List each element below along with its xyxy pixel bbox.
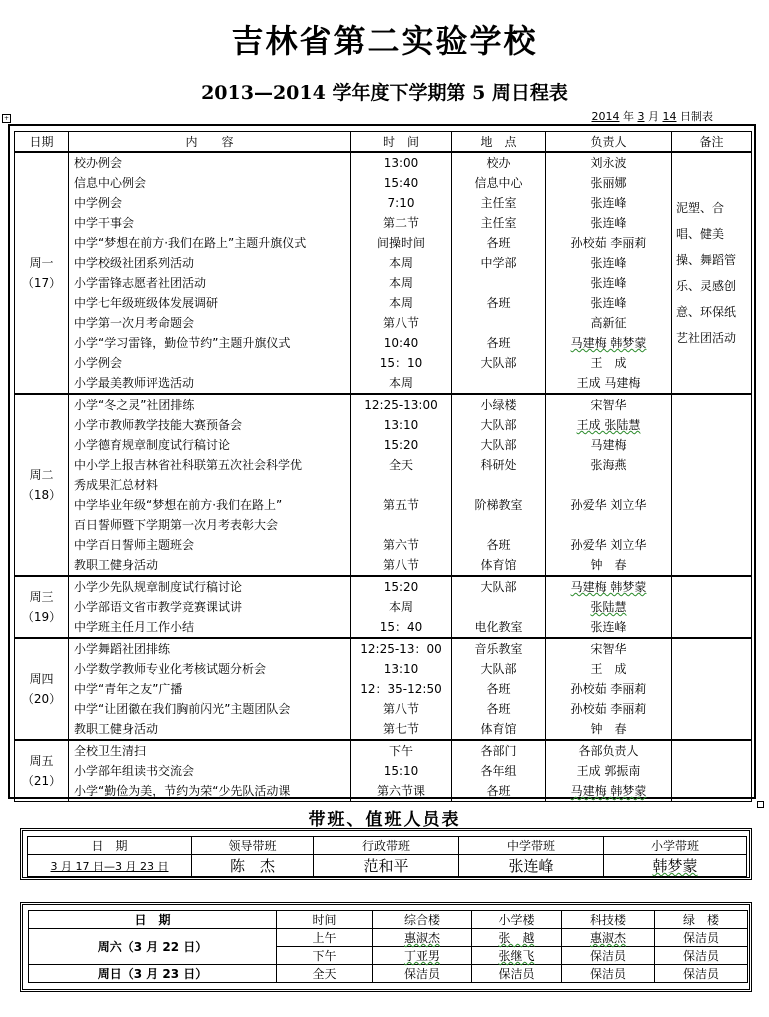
weekend-cell: 保洁员 xyxy=(373,965,472,983)
schedule-person-line: 马建梅 韩梦蒙 xyxy=(570,336,647,350)
schedule-person-line: 张连峰 xyxy=(590,216,627,230)
weekend-cell: 保洁员 xyxy=(562,947,655,965)
schedule-person-line xyxy=(546,515,671,535)
schedule-person-line: 张连峰 xyxy=(590,276,627,290)
schedule-person-line: 孙爱华 刘立华 xyxy=(570,538,647,552)
schedule-time-line: 13:10 xyxy=(383,662,419,676)
schedule-place-line: 阶梯教室 xyxy=(474,498,523,512)
duty-admin: 范和平 xyxy=(314,855,459,877)
schedule-time-line: 15：10 xyxy=(379,356,423,370)
weekend-cell: 张 越 xyxy=(472,929,562,947)
schedule-place-line: 大队部 xyxy=(480,418,517,432)
schedule-place-line: 小绿楼 xyxy=(480,398,517,412)
weekend-cell: 张继飞 xyxy=(472,947,562,965)
schedule-person-line: 孙校茹 李丽莉 xyxy=(570,682,647,696)
schedule-content-line: 中学校级社团系列活动 xyxy=(74,256,195,270)
schedule-time-cell xyxy=(351,576,452,638)
schedule-person-line xyxy=(546,475,671,495)
schedule-content-line: 教职工健身活动 xyxy=(74,558,159,572)
schedule-time-line: 本周 xyxy=(388,600,413,614)
schedule-person-line: 孙校茹 李丽莉 xyxy=(570,236,647,250)
schedule-subtitle: 2013—2014 学年度下学期第 5 周日程表 xyxy=(201,82,568,104)
schedule-time-cell xyxy=(351,740,452,802)
duty-leader: 陈 杰 xyxy=(192,855,314,877)
schedule-content-line: 小学“冬之灵”社团排练 xyxy=(74,398,195,412)
schedule-person-line: 宋智华 xyxy=(590,642,627,656)
schedule-place-line: 各班 xyxy=(486,538,511,552)
schedule-person-line: 马建梅 韩梦蒙 xyxy=(570,580,647,594)
weekday-name: 周三 xyxy=(29,590,54,604)
day-number: （19） xyxy=(21,610,62,624)
schedule-time-line: 12:25-13:00 xyxy=(364,398,438,412)
duty-value-row xyxy=(28,855,747,877)
schedule-time-line: 本周 xyxy=(388,376,413,390)
schedule-time-line: 第八节 xyxy=(382,558,419,572)
schedule-time-line: 12：35-12:50 xyxy=(360,682,442,696)
weekday-name: 周五 xyxy=(29,754,54,768)
schedule-place-line xyxy=(452,313,545,333)
schedule-time-line: 第七节 xyxy=(382,722,419,736)
schedule-content-line: 小学市教师教学技能大赛预备会 xyxy=(74,418,243,432)
schedule-content-cell xyxy=(69,152,351,394)
duty-header-admin: 行政带班 xyxy=(314,837,459,855)
schedule-person-line: 高新征 xyxy=(590,316,627,330)
schedule-place-line: 信息中心 xyxy=(474,176,523,190)
weekend-cell: 保洁员 xyxy=(655,947,748,965)
schedule-place-line xyxy=(452,597,545,617)
schedule-time-line: 第六节课 xyxy=(376,784,425,798)
schedule-day-row xyxy=(15,638,752,740)
schedule-time-line: 10:40 xyxy=(383,336,419,350)
schedule-person-line: 张连峰 xyxy=(590,196,627,210)
day-label xyxy=(15,638,69,740)
schedule-place-line: 各班 xyxy=(486,336,511,350)
schedule-time-line: 15:20 xyxy=(383,580,419,594)
header-date: 日期 xyxy=(15,132,69,153)
schedule-content-line: 中学“青年之友”广播 xyxy=(74,682,183,696)
day-label xyxy=(15,152,69,394)
schedule-person-line: 王成 张陆慧 xyxy=(576,418,641,432)
schedule-place-cell xyxy=(452,394,546,576)
schedule-content-line: 校办例会 xyxy=(74,156,123,170)
schedule-content-line: 小学德育规章制度试行稿讨论 xyxy=(74,438,231,452)
weekend-cell: 下午 xyxy=(277,947,373,965)
schedule-time-line: 15:20 xyxy=(383,438,419,452)
schedule-time-line: 本周 xyxy=(388,296,413,310)
schedule-table xyxy=(14,131,752,802)
schedule-content-line: 小学“勤俭为美，节约为荣“少先队活动课 xyxy=(74,784,291,798)
schedule-person-line: 钟 春 xyxy=(590,558,627,572)
schedule-place-line xyxy=(452,515,545,535)
schedule-person-line: 各部负责人 xyxy=(578,744,639,758)
schedule-time-line: 本周 xyxy=(388,276,413,290)
schedule-person-line: 孙爱华 刘立华 xyxy=(570,498,647,512)
schedule-place-line: 主任室 xyxy=(480,216,517,230)
day-label xyxy=(15,740,69,802)
header-content: 内 容 xyxy=(69,132,351,153)
schedule-content-line: 小学雷锋志愿者社团活动 xyxy=(74,276,207,290)
schedule-person-cell xyxy=(546,740,672,802)
schedule-time-line: 全天 xyxy=(388,458,413,472)
schedule-person-line: 刘永波 xyxy=(590,156,627,170)
schedule-place-line: 各班 xyxy=(486,682,511,696)
schedule-content-line: 中学七年级班级体发展调研 xyxy=(74,296,219,310)
schedule-place-line: 各年组 xyxy=(480,764,517,778)
schedule-person-line: 钟 春 xyxy=(590,722,627,736)
weekend-cell: 惠淑杰 xyxy=(562,929,655,947)
schedule-content-line: 中学毕业年级“梦想在前方·我们在路上” xyxy=(74,498,283,512)
weekend-cell: 上午 xyxy=(277,929,373,947)
schedule-content-line: 中学百日誓师主题班会 xyxy=(74,538,195,552)
schedule-place-line: 科研处 xyxy=(480,458,517,472)
schedule-place-line: 各班 xyxy=(486,296,511,310)
schedule-note-cell xyxy=(672,740,752,802)
day-number: （18） xyxy=(21,488,62,502)
schedule-content-line: 小学部语文省市教学竞赛课试讲 xyxy=(74,600,243,614)
weekend-sat-label: 周六（3 月 22 日） xyxy=(29,929,277,965)
duty-date-range: 3 月 17 日—3 月 23 日 xyxy=(28,855,192,877)
weekend-row xyxy=(29,965,748,983)
header-note: 备注 xyxy=(672,132,752,153)
schedule-place-line: 大队部 xyxy=(480,356,517,370)
weekend-header-lv: 绿 楼 xyxy=(655,911,748,929)
header-place: 地 点 xyxy=(452,132,546,153)
schedule-place-line: 各班 xyxy=(486,784,511,798)
schedule-time-line xyxy=(351,515,451,535)
schedule-time-line: 13:00 xyxy=(383,156,419,170)
weekend-header-zonghe: 综合楼 xyxy=(373,911,472,929)
duty-title: 带班、值班人员表 xyxy=(308,810,461,830)
weekend-cell: 保洁员 xyxy=(472,965,562,983)
schedule-content-line: 小学少先队规章制度试行稿讨论 xyxy=(74,580,243,594)
weekend-cell: 惠淑杰 xyxy=(373,929,472,947)
schedule-time-line: 第六节 xyxy=(382,538,419,552)
schedule-content-line: 小学“学习雷锋，勤俭节约”主题升旗仪式 xyxy=(74,336,291,350)
duty-table xyxy=(27,836,747,877)
schedule-time-line: 第五节 xyxy=(382,498,419,512)
schedule-content-line: 秀成果汇总材料 xyxy=(74,478,159,492)
duty-header-row xyxy=(28,837,747,855)
weekend-cell: 保洁员 xyxy=(562,965,655,983)
header-person: 负责人 xyxy=(546,132,672,153)
schedule-time-line: 13:10 xyxy=(383,418,419,432)
schedule-day-row xyxy=(15,394,752,576)
schedule-time-cell xyxy=(351,638,452,740)
weekday-name: 周一 xyxy=(29,256,54,270)
schedule-content-line: 全校卫生清扫 xyxy=(74,744,147,758)
schedule-content-cell xyxy=(69,740,351,802)
made-date: 2014 年 3 月 14 日制表 xyxy=(591,110,713,123)
weekend-header-date: 日 期 xyxy=(29,911,277,929)
schedule-time-line: 15：40 xyxy=(379,620,423,634)
schedule-content-line: 教职工健身活动 xyxy=(74,722,159,736)
schedule-place-line: 大队部 xyxy=(480,438,517,452)
duty-header-middle: 中学带班 xyxy=(459,837,604,855)
duty-header-date: 日 期 xyxy=(28,837,192,855)
schedule-content-line: 小学例会 xyxy=(74,356,123,370)
schedule-time-line: 7:10 xyxy=(387,196,415,210)
school-title: 吉林省第二实验学校 xyxy=(231,22,538,60)
schedule-note-cell xyxy=(672,394,752,576)
schedule-time-line: 间操时间 xyxy=(376,236,425,250)
schedule-person-line: 马建梅 韩梦蒙 xyxy=(570,784,647,798)
schedule-person-line: 张海燕 xyxy=(590,458,627,472)
schedule-place-line: 电化教室 xyxy=(474,620,523,634)
schedule-place-line: 体育馆 xyxy=(480,558,517,572)
table-move-handle-icon[interactable]: + xyxy=(3,115,10,122)
schedule-content-line: 中学第一次月考命题会 xyxy=(74,316,195,330)
duty-header-leader: 领导带班 xyxy=(192,837,314,855)
schedule-place-line xyxy=(452,475,545,495)
day-number: （20） xyxy=(21,692,62,706)
schedule-person-line: 张连峰 xyxy=(590,296,627,310)
weekend-cell: 保洁员 xyxy=(655,929,748,947)
schedule-place-line: 音乐教室 xyxy=(474,642,523,656)
schedule-content-line: 百日誓师暨下学期第一次月考表彰大会 xyxy=(74,518,279,532)
schedule-place-line: 各班 xyxy=(486,236,511,250)
schedule-place-line: 主任室 xyxy=(480,196,517,210)
schedule-content-line: 小学舞蹈社团排练 xyxy=(74,642,171,656)
schedule-place-line xyxy=(452,373,545,393)
schedule-place-line: 各部门 xyxy=(480,744,517,758)
schedule-place-cell xyxy=(452,152,546,394)
day-label xyxy=(15,576,69,638)
schedule-note-cell xyxy=(672,576,752,638)
schedule-person-cell xyxy=(546,576,672,638)
schedule-place-line: 校办 xyxy=(486,156,511,170)
header-time: 时 间 xyxy=(351,132,452,153)
weekend-cell: 丁亚男 xyxy=(373,947,472,965)
schedule-person-line: 王成 马建梅 xyxy=(576,376,641,390)
schedule-time-cell xyxy=(351,394,452,576)
schedule-person-line: 王 成 xyxy=(590,662,627,676)
schedule-person-line: 张连峰 xyxy=(590,620,627,634)
weekend-header-row xyxy=(29,911,748,929)
schedule-content-line: 中学“让团徽在我们胸前闪光”主题团队会 xyxy=(74,702,291,716)
schedule-content-line: 中学干事会 xyxy=(74,216,135,230)
schedule-place-line: 大队部 xyxy=(480,662,517,676)
schedule-content-line: 信息中心例会 xyxy=(74,176,147,190)
schedule-content-cell xyxy=(69,638,351,740)
schedule-content-line: 小学最美教师评选活动 xyxy=(74,376,195,390)
schedule-person-line: 王 成 xyxy=(590,356,627,370)
schedule-note-cell xyxy=(672,638,752,740)
schedule-day-row xyxy=(15,576,752,638)
weekend-table xyxy=(28,910,748,983)
day-label xyxy=(15,394,69,576)
schedule-content-cell xyxy=(69,576,351,638)
schedule-day-row xyxy=(15,152,752,394)
schedule-place-line xyxy=(452,273,545,293)
schedule-person-line: 王成 郭振南 xyxy=(576,764,641,778)
schedule-person-line: 马建梅 xyxy=(590,438,627,452)
schedule-place-line: 中学部 xyxy=(480,256,517,270)
day-number: （21） xyxy=(21,774,62,788)
schedule-content-line: 中学“梦想在前方·我们在路上”主题升旗仪式 xyxy=(74,236,307,250)
schedule-time-line: 第八节 xyxy=(382,316,419,330)
schedule-content-line: 小学数学教师专业化考核试题分析会 xyxy=(74,662,267,676)
schedule-place-cell xyxy=(452,638,546,740)
weekend-header-time: 时间 xyxy=(277,911,373,929)
schedule-content-cell xyxy=(69,394,351,576)
weekday-name: 周二 xyxy=(29,468,54,482)
weekend-sun-label: 周日（3 月 23 日） xyxy=(29,965,277,983)
weekend-cell: 全天 xyxy=(277,965,373,983)
schedule-place-line: 各班 xyxy=(486,702,511,716)
schedule-person-cell xyxy=(546,152,672,394)
schedule-person-cell xyxy=(546,394,672,576)
schedule-person-line: 张陆慧 xyxy=(590,600,627,614)
duty-primary: 韩梦蒙 xyxy=(604,855,747,877)
schedule-place-line: 体育馆 xyxy=(480,722,517,736)
weekday-name: 周四 xyxy=(29,672,54,686)
schedule-person-cell xyxy=(546,638,672,740)
schedule-time-line: 15:10 xyxy=(383,764,419,778)
day-number: （17） xyxy=(21,276,62,290)
schedule-place-cell xyxy=(452,576,546,638)
schedule-time-line: 第八节 xyxy=(382,702,419,716)
weekend-header-xiaoxue: 小学楼 xyxy=(472,911,562,929)
schedule-person-line: 孙校茹 李丽莉 xyxy=(570,702,647,716)
weekend-cell: 保洁员 xyxy=(655,965,748,983)
schedule-day-row xyxy=(15,740,752,802)
duty-middle: 张连峰 xyxy=(459,855,604,877)
schedule-time-line: 下午 xyxy=(388,744,413,758)
schedule-content-line: 中学例会 xyxy=(74,196,123,210)
schedule-note-cell: 泥塑、合唱、健美操、舞蹈管乐、灵感创意、环保纸艺社团活动 xyxy=(672,152,752,394)
weekend-row xyxy=(29,929,748,947)
schedule-content-line: 中小学上报吉林省社科联第五次社会科学优 xyxy=(74,458,303,472)
schedule-person-line: 张丽娜 xyxy=(590,176,627,190)
schedule-time-line: 第二节 xyxy=(382,216,419,230)
schedule-time-cell xyxy=(351,152,452,394)
schedule-person-line: 宋智华 xyxy=(590,398,627,412)
weekend-header-keji: 科技楼 xyxy=(562,911,655,929)
schedule-time-line xyxy=(351,475,451,495)
schedule-content-line: 小学部年组读书交流会 xyxy=(74,764,195,778)
schedule-person-line: 张连峰 xyxy=(590,256,627,270)
schedule-header-row xyxy=(15,132,752,153)
schedule-time-line: 15:40 xyxy=(383,176,419,190)
schedule-time-line: 本周 xyxy=(388,256,413,270)
duty-header-primary: 小学带班 xyxy=(604,837,747,855)
schedule-place-line: 大队部 xyxy=(480,580,517,594)
schedule-place-cell xyxy=(452,740,546,802)
schedule-time-line: 12:25-13：00 xyxy=(360,642,442,656)
schedule-content-line: 中学班主任月工作小结 xyxy=(74,620,195,634)
